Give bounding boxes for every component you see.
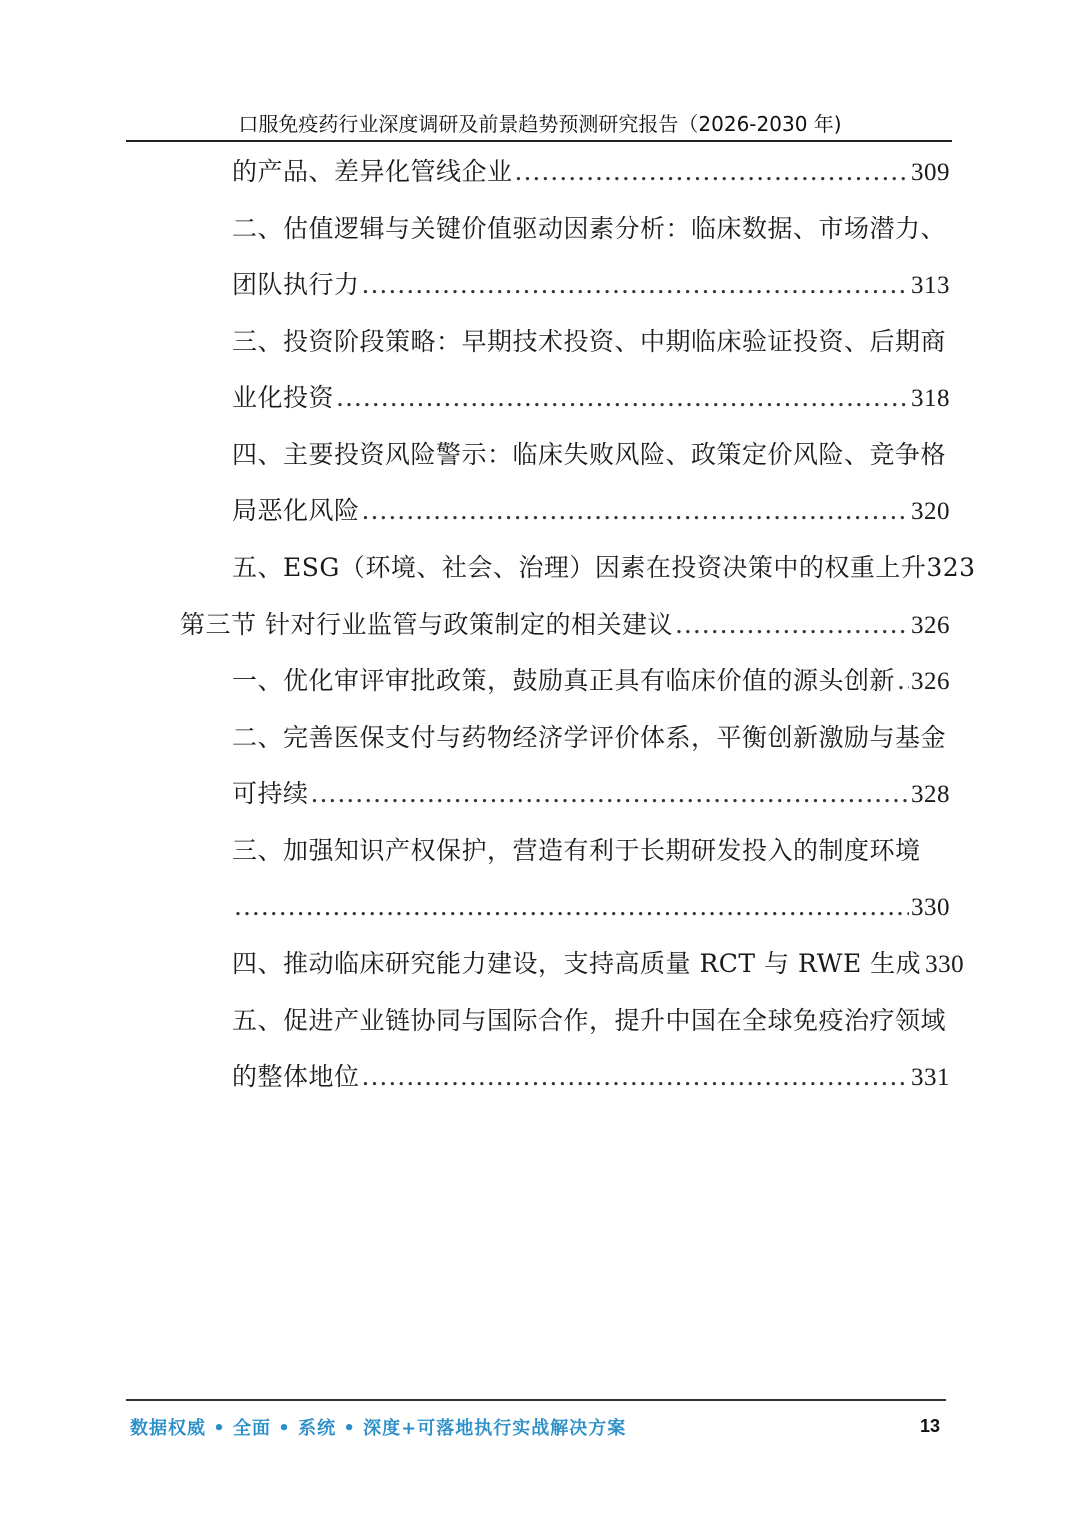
footer-slogan: 数据权威 • 全面 • 系统 • 深度+可落地执行实战解决方案 xyxy=(130,1418,627,1439)
toc-page-number: 313 xyxy=(911,272,950,299)
toc-leader-dots xyxy=(515,152,909,192)
toc-leader-dots xyxy=(362,491,909,531)
toc-section-entry[interactable] xyxy=(180,605,950,645)
toc-leader-dots xyxy=(362,1057,909,1097)
toc-page-number: 328 xyxy=(911,781,950,808)
toc-entry-text: 一、优化审评审批政策，鼓励真正具有临床价值的源头创新 xyxy=(232,666,896,695)
toc-entry[interactable] xyxy=(232,491,950,531)
toc-page-number: 318 xyxy=(911,385,950,412)
toc-entry-text: 局恶化风险 xyxy=(232,496,360,525)
toc-entry[interactable] xyxy=(232,435,950,475)
toc-entry-text: 可持续 xyxy=(232,779,309,808)
toc-entry[interactable] xyxy=(232,548,976,588)
toc-entry[interactable] xyxy=(232,1001,950,1041)
toc-page-number: 326 xyxy=(911,668,950,695)
header-divider xyxy=(126,140,952,142)
toc-entry[interactable] xyxy=(232,718,950,758)
toc-entry-text: 四、主要投资风险警示：临床失败风险、政策定价风险、竞争格 xyxy=(232,440,947,469)
toc-entry-text: 五、促进产业链协同与国际合作，提升中国在全球免疫治疗领域 xyxy=(232,1006,947,1035)
toc-page-number: 320 xyxy=(911,498,950,525)
toc-leader-dots xyxy=(234,887,909,927)
toc-leader-dots xyxy=(362,265,909,305)
toc-entry[interactable] xyxy=(232,774,950,814)
toc-leader-dots xyxy=(675,605,909,645)
toc-entry-text: 的产品、差异化管线企业 xyxy=(232,157,513,186)
toc-page-number: 309 xyxy=(911,159,950,186)
toc-entry-text: 业化投资 xyxy=(232,383,335,412)
toc-entry[interactable] xyxy=(232,661,950,701)
toc-entry[interactable] xyxy=(232,322,950,362)
toc-entry-text: 三、投资阶段策略：早期技术投资、中期临床验证投资、后期商 xyxy=(232,327,947,356)
toc-page-number: 330 xyxy=(911,894,950,921)
toc-entry[interactable] xyxy=(232,831,950,871)
toc-entry[interactable] xyxy=(232,378,950,418)
toc-entry[interactable] xyxy=(232,887,950,927)
toc-entry-text: 五、ESG（环境、社会、治理）因素在投资决策中的权重上升323 xyxy=(232,553,976,582)
footer-divider xyxy=(126,1399,946,1401)
footer-page-number: 13 xyxy=(919,1416,940,1436)
toc-page-number: 331 xyxy=(911,1064,950,1091)
toc-entry-text: 二、估值逻辑与关键价值驱动因素分析：临床数据、市场潜力、 xyxy=(232,214,947,243)
toc-entry-text: 的整体地位 xyxy=(232,1062,360,1091)
toc-page-number: 330 xyxy=(925,951,965,978)
toc-entry[interactable] xyxy=(232,944,965,984)
page-header-title: 口服免疫药行业深度调研及前景趋势预测研究报告（2026-2030 年) xyxy=(238,112,842,136)
toc-entry[interactable] xyxy=(232,265,950,305)
toc-entry-text: 四、推动临床研究能力建设，支持高质量 RCT 与 RWE 生成 xyxy=(232,949,922,978)
toc-entry[interactable] xyxy=(232,209,950,249)
toc-entry[interactable] xyxy=(232,1057,950,1097)
toc-page-number: 326 xyxy=(911,612,950,639)
toc-entry-text: 二、完善医保支付与药物经济学评价体系，平衡创新激励与基金 xyxy=(232,723,947,752)
toc-entry-text: 团队执行力 xyxy=(232,270,360,299)
toc-leader-dots xyxy=(897,661,909,701)
toc-entry-text: 三、加强知识产权保护，营造有利于长期研发投入的制度环境 xyxy=(232,836,921,865)
toc-entry-text: 第三节 针对行业监管与政策制定的相关建议 xyxy=(180,610,673,639)
toc-entry[interactable] xyxy=(232,152,950,192)
toc-leader-dots xyxy=(311,774,909,814)
toc-leader-dots xyxy=(336,378,909,418)
